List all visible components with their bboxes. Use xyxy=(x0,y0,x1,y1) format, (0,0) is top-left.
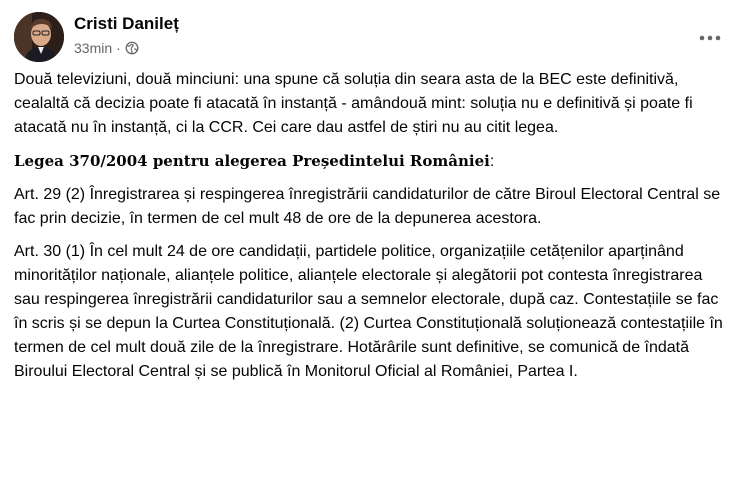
post-header xyxy=(14,12,732,64)
post-paragraph-intro: Două televiziuni, două minciuni: una spune că soluția din seara asta de la BEC este definitivă, cealaltă că decizia poate fi atacată în instanță - amândouă mint: soluția nu e definitivă și poate fi atacată nu în instanță, ci la CCR. Cei care dau astfel de știri nu au citit legea. xyxy=(14,71,693,136)
author-avatar[interactable] xyxy=(14,12,64,62)
more-horizontal-icon xyxy=(698,35,722,41)
law-title: Legea 370/2004 pentru alegerea Președintelui României xyxy=(14,152,490,170)
law-heading xyxy=(14,149,726,174)
law-title-colon: : xyxy=(489,153,495,170)
more-options-button[interactable] xyxy=(692,20,728,56)
article-30-paragraph: Art. 30 (1) În cel mult 24 de ore candidații, partidele politice, organizațiile cetățenilor aparținând minorităților naționale, alianțele politice, alianțele electorale și alegătorii pot contesta înregistrarea sau respingerea înregistrării candidaturilor sau a semnelor electorale, după caz. Contestațiile se fac în scris și se depun la Curtea Constituțională. (2) Curtea Constituțională soluționează contestațiile în termen de cel mult două zile de la înregistrare. Hotărârile sunt definitive, se comunică de îndată Biroului Electoral Central și se publică în Monitorul Oficial al României, Partea I. xyxy=(14,243,723,380)
post-meta xyxy=(74,39,139,57)
post-body xyxy=(14,68,726,393)
meta-separator: · xyxy=(116,40,121,56)
author-name[interactable]: Cristi Danileț xyxy=(74,14,179,33)
avatar-photo xyxy=(14,12,64,62)
post-timestamp[interactable]: 33min xyxy=(74,40,113,56)
article-29-paragraph: Art. 29 (2) Înregistrarea și respingerea înregistrării candidaturilor de către Biroul Electoral Central se fac prin decizie, în termen de cel mult 48 de ore de la depunerea acestora. xyxy=(14,186,721,227)
globe-icon[interactable] xyxy=(125,41,139,55)
